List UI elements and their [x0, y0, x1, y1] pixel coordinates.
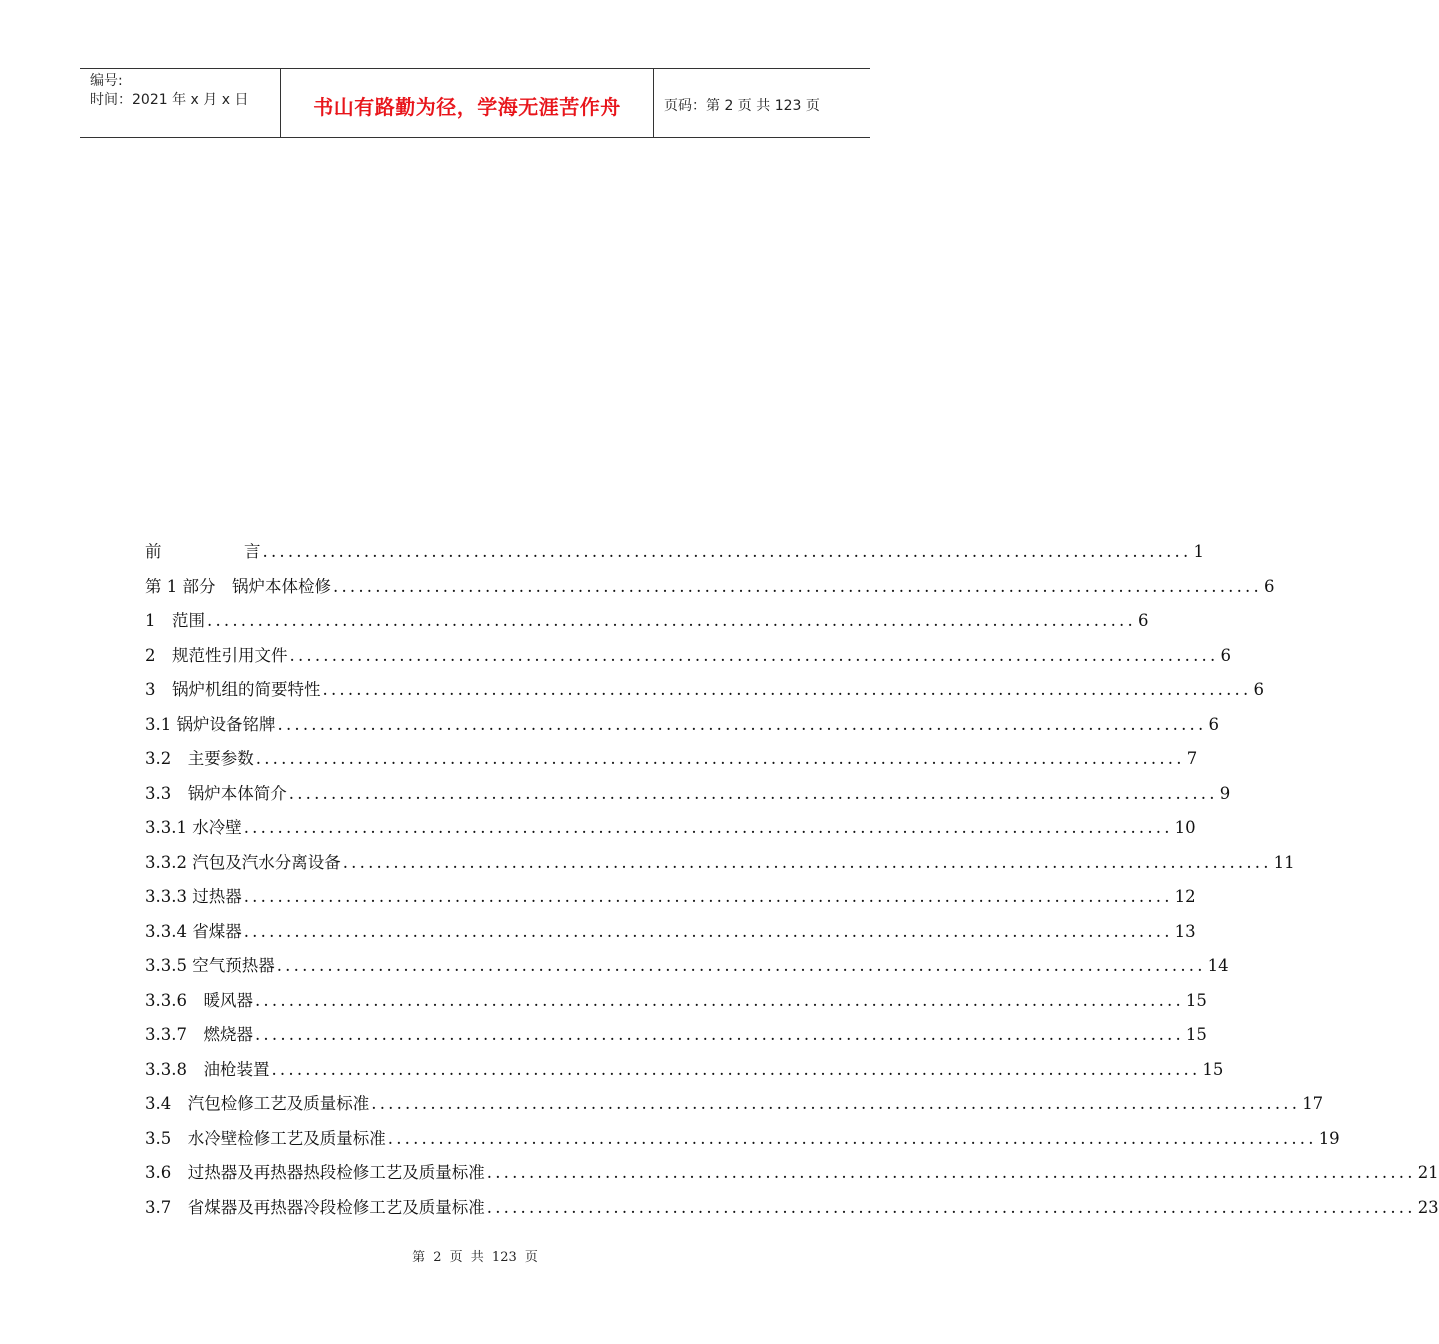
toc-leader-dots: ..............................................................................................................	[271, 1059, 1201, 1079]
toc-leader-dots: ..............................................................................................................	[276, 956, 1206, 975]
toc-leader-dots: ..............................................................................................................	[342, 852, 1272, 872]
toc-entry[interactable]	[145, 639, 1231, 674]
toc-entry[interactable]	[145, 1053, 1224, 1088]
toc-leader-dots: ..............................................................................................................	[289, 645, 1219, 665]
toc-entry-page: 12	[1174, 887, 1196, 906]
toc-leader-dots: ..............................................................................................................	[387, 1128, 1317, 1148]
toc-entry[interactable]	[145, 915, 1196, 950]
toc-entry[interactable]	[145, 570, 1275, 605]
toc-entry[interactable]	[145, 1087, 1324, 1122]
toc-leader-dots: ..............................................................................................................	[333, 576, 1262, 596]
toc-entry[interactable]	[145, 846, 1295, 881]
toc-entry-page: 23	[1417, 1197, 1439, 1217]
page-header	[80, 68, 870, 138]
toc-entry[interactable]	[145, 604, 1149, 639]
toc-leader-dots: ..............................................................................................................	[288, 783, 1218, 803]
toc-entry-label: 3.3.1 水冷壁	[145, 818, 242, 837]
page-footer: 第 2 页 共 123 页	[412, 1250, 538, 1265]
toc-entry-page: 6	[1253, 680, 1264, 699]
toc-entry[interactable]	[145, 984, 1207, 1019]
toc-entry-page: 15	[1202, 1059, 1224, 1079]
toc-leader-dots: ..............................................................................................................	[254, 990, 1184, 1010]
table-of-contents	[145, 535, 1439, 1225]
toc-entry-label: 3 锅炉机组的简要特性	[145, 680, 321, 699]
header-meta-cell	[80, 69, 281, 137]
toc-entry-page: 14	[1207, 956, 1229, 975]
toc-entry[interactable]	[145, 777, 1231, 812]
document-date: 时间：2021 年 x 月 x 日	[90, 92, 249, 108]
toc-entry-page: 15	[1185, 990, 1207, 1010]
toc-leader-dots: ..............................................................................................................	[243, 921, 1173, 941]
toc-entry-label: 3.2 主要参数	[145, 749, 254, 768]
toc-entry[interactable]	[145, 535, 1204, 570]
toc-leader-dots: ..............................................................................................................	[243, 818, 1173, 837]
toc-entry-label: 1 范围	[145, 611, 205, 630]
motto-text: 书山有路勤为径，学海无涯苦作舟	[313, 95, 621, 119]
document-number-label: 编号:	[90, 73, 123, 89]
toc-leader-dots: ..............................................................................................................	[262, 542, 1192, 561]
toc-entry-label: 3.6 过热器及再热器热段检修工艺及质量标准	[145, 1163, 485, 1182]
toc-entry[interactable]	[145, 1156, 1439, 1191]
toc-entry[interactable]	[145, 708, 1219, 743]
toc-entry-page: 21	[1417, 1163, 1439, 1182]
toc-entry-page: 15	[1185, 1025, 1207, 1044]
toc-entry-page: 1	[1193, 542, 1204, 561]
toc-entry[interactable]	[145, 1191, 1439, 1226]
toc-leader-dots: ..............................................................................................................	[322, 680, 1252, 699]
header-motto-cell	[281, 69, 654, 137]
toc-entry-label: 3.3.6 暖风器	[145, 990, 253, 1010]
header-page-info: 页码：第 2 页 共 123 页	[664, 98, 820, 114]
toc-leader-dots: ..............................................................................................................	[486, 1197, 1416, 1217]
toc-entry-page: 13	[1174, 921, 1196, 941]
toc-entry-page: 6	[1263, 576, 1275, 596]
toc-entry[interactable]	[145, 811, 1196, 846]
toc-entry[interactable]	[145, 1122, 1340, 1157]
toc-entry-label: 第 1 部分 锅炉本体检修	[145, 576, 331, 596]
toc-entry-label: 2 规范性引用文件	[145, 645, 288, 665]
toc-entry[interactable]	[145, 880, 1196, 915]
toc-entry-page: 10	[1174, 818, 1196, 837]
header-page-cell	[654, 69, 870, 137]
toc-entry-page: 7	[1186, 749, 1198, 768]
toc-entry-label: 3.3.8 油枪装置	[145, 1059, 270, 1079]
toc-entry-label: 3.3.7 燃烧器	[145, 1025, 253, 1044]
toc-entry-page: 11	[1273, 852, 1295, 872]
toc-entry-label: 3.1 锅炉设备铭牌	[145, 714, 276, 734]
toc-entry-label: 3.4 汽包检修工艺及质量标准	[145, 1094, 370, 1113]
toc-entry[interactable]	[145, 1018, 1207, 1053]
toc-entry-page: 9	[1219, 783, 1231, 803]
toc-entry[interactable]	[145, 949, 1229, 984]
toc-entry-label: 3.3.2 汽包及汽水分离设备	[145, 852, 341, 872]
toc-entry-label: 3.5 水冷壁检修工艺及质量标准	[145, 1128, 386, 1148]
toc-entry-label: 3.3 锅炉本体简介	[145, 783, 287, 803]
toc-entry[interactable]	[145, 742, 1198, 777]
toc-entry-page: 6	[1220, 645, 1231, 665]
toc-leader-dots: ..............................................................................................................	[277, 714, 1207, 734]
toc-entry-page: 6	[1137, 611, 1149, 630]
toc-entry-label: 3.7 省煤器及再热器冷段检修工艺及质量标准	[145, 1197, 485, 1217]
toc-leader-dots: ..............................................................................................................	[255, 749, 1185, 768]
toc-entry[interactable]	[145, 673, 1264, 708]
toc-leader-dots: ..............................................................................................................	[486, 1163, 1416, 1182]
toc-entry-page: 19	[1318, 1128, 1340, 1148]
toc-entry-page: 17	[1302, 1094, 1324, 1113]
toc-entry-label: 3.3.5 空气预热器	[145, 956, 275, 975]
toc-leader-dots: ..............................................................................................................	[243, 887, 1173, 906]
toc-leader-dots: ..............................................................................................................	[254, 1025, 1184, 1044]
toc-entry-label: 3.3.4 省煤器	[145, 921, 242, 941]
toc-leader-dots: ..............................................................................................................	[371, 1094, 1301, 1113]
toc-entry-label: 3.3.3 过热器	[145, 887, 242, 906]
toc-entry-label: 前 言	[145, 542, 261, 561]
toc-entry-page: 6	[1208, 714, 1219, 734]
toc-leader-dots: ..............................................................................................................	[207, 611, 1136, 630]
